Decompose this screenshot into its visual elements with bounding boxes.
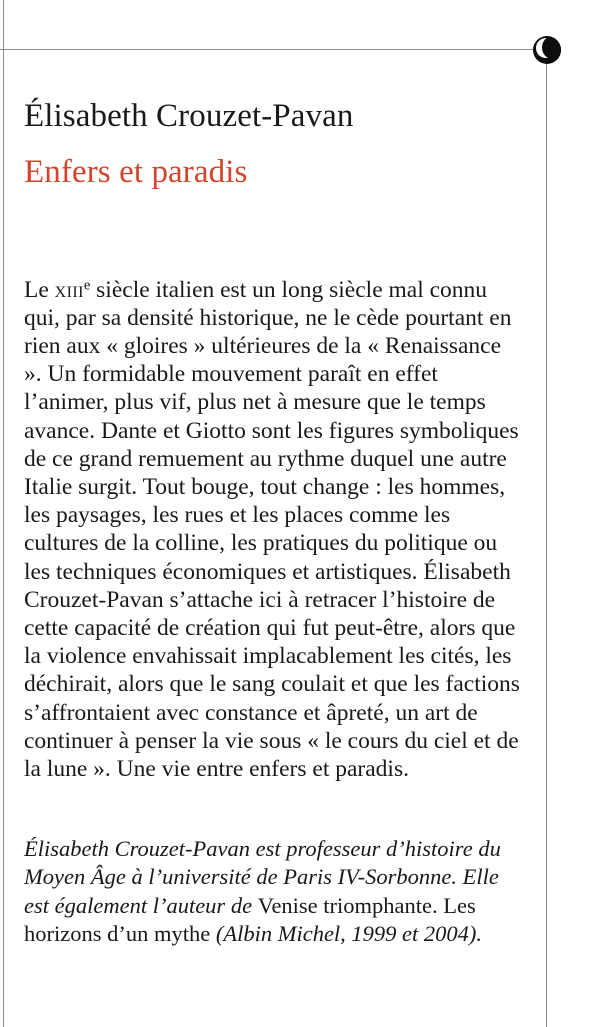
blurb-text-lead: Le: [24, 276, 55, 303]
century-numeral: xiii: [54, 276, 84, 303]
page-title: Enfers et paradis: [24, 154, 248, 190]
author-name: Élisabeth Crouzet-Pavan: [24, 98, 354, 134]
right-vertical-rule: [546, 64, 547, 1027]
blurb-text-body: siècle italien est un long siècle mal connu qui, par sa densité historique, ne le cède pourtant en rien aux « gloires » ultérieures de la « Renaissance ». Un formidable mouvement paraît en effet l’animer, plus vif, plus net à mesure que le temps avance. Dante et Giotto sont les figures symboliques de ce grand remuement au rythme duquel une autre Italie surgit. Tout bouge, tout change : les hommes, les paysages, les rues et les places comme les cultures de la colline, les pratiques du politique ou les techniques économiques et artistiques. Élisabeth Crouzet-Pavan s’attache ici à retracer l’histoire de cette capacité de création qui fut peut-être, alors que la violence envahissait implacablement les cités, les déchirait, alors que le sang coulait et que les factions s’affrontaient avec constance et âpreté, un art de continuer à penser la vie sous « le cours du ciel et de la lune ». Une vie entre enfers et paradis.: [24, 276, 520, 782]
author-bio-paragraph: [24, 835, 522, 949]
bio-text-tail: (Albin Michel, 1999 et 2004).: [210, 921, 483, 946]
moon-sphere-icon: [533, 36, 561, 64]
top-horizontal-rule: [0, 49, 540, 50]
century-ordinal-suffix: e: [83, 276, 91, 293]
bio-text-lead: Élisabeth Crouzet-Pavan est professeur d’histoire du Moyen Âge à l’université de Paris IV-Sorbonne. Elle est également l’auteur de: [24, 835, 501, 918]
referenced-work-title: Venise triomphante. Les horizons d’un mythe: [24, 892, 476, 946]
blurb-paragraph: [24, 276, 522, 784]
left-edge-rule: [3, 0, 4, 1027]
